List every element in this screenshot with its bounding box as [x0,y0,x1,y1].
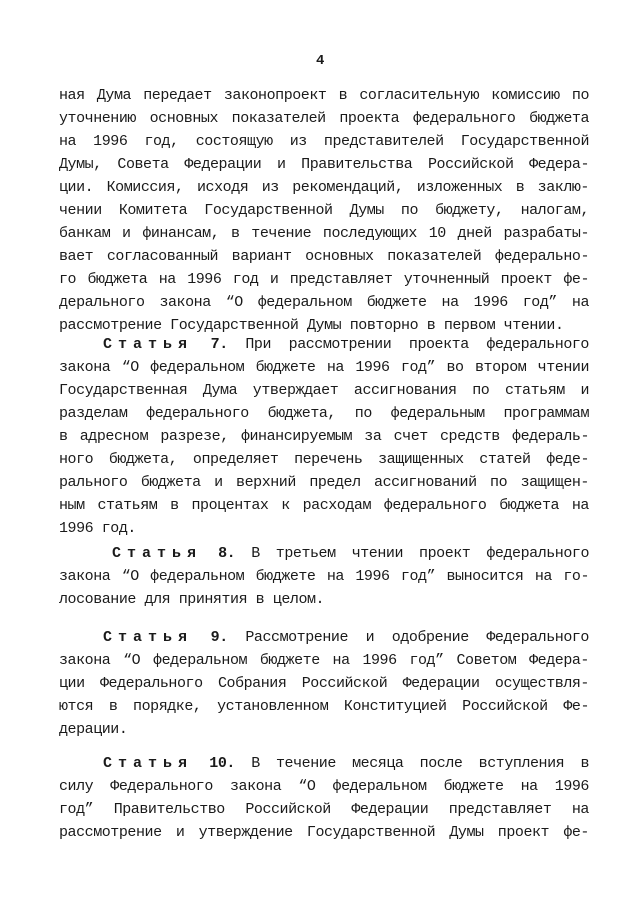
text-line: закона “О федеральном бюджете на 1996 год” выносится на го- [59,568,589,585]
text-line: в адресном разрезе, финансируемым за счет средств федераль- [59,428,589,445]
text-line: уточнению основных показателей проекта федерального бюджета [59,110,589,127]
text-line: дерации. [59,721,128,738]
text-line: лосование для принятия в целом. [59,591,325,608]
text-line: год” Правительство Российской Федерации представляет на [59,801,589,818]
article-heading-line [59,626,589,649]
text-line: ются в порядке, установленном Конституцией Российской Фе- [59,698,589,715]
article-first-line-text: В течение месяца после вступления в [251,755,589,772]
text-line: Государственная Дума утверждает ассигнования по статьям и [59,382,589,399]
text-line: Думы, Совета Федерации и Правительства Российской Федера- [59,156,589,173]
text-line: дерального закона “О федеральном бюджете на 1996 год” на [59,294,589,311]
text-line: 1996 год. [59,520,136,537]
text-line: рассмотрение Государственной Думы повторно в первом чтении. [59,317,564,334]
page-number: 4 [316,53,325,69]
article-7 [59,333,589,540]
text-line: закона “О федеральном бюджете на 1996 год” во втором чтении [59,359,589,376]
article-heading-line [59,333,589,356]
article-word: Статья [112,545,203,562]
text-line: рального бюджета и верхний предел ассигнований по защищен- [59,474,589,491]
text-line: чении Комитета Государственной Думы по бюджету, налогам, [59,202,589,219]
article-10 [59,752,589,844]
text-line: ная Дума передает законопроект в согласительную комиссию по [59,87,589,104]
text-line: закона “О федеральном бюджете на 1996 год” Советом Федера- [59,652,589,669]
article-first-line-text: При рассмотрении проекта федерального [245,336,589,353]
text-line: вает согласованный вариант основных показателей федерально- [59,248,589,265]
text-line: силу Федерального закона “О федеральном бюджете на 1996 [59,778,589,795]
paragraph-continuation [59,84,589,337]
article-word: Статья [103,336,194,353]
text-line: ного бюджета, определяет перечень защищенных статей феде- [59,451,589,468]
article-word: Статья [103,629,194,646]
article-9 [59,626,589,741]
article-number: 7. [210,336,228,353]
article-first-line-text: В третьем чтении проект федерального [251,545,589,562]
text-line: ным статьям в процентах к расходам федерального бюджета на [59,497,589,514]
article-number: 9. [210,629,228,646]
text-line: на 1996 год, состоящую из представителей Государственной [59,133,589,150]
article-word: Статья [103,755,194,772]
text-line: го бюджета на 1996 год и представляет уточненный проект фе- [59,271,589,288]
text-line: ции. Комиссия, исходя из рекомендаций, изложенных в заклю- [59,179,589,196]
text-line: рассмотрение и утверждение Государственной Думы проект фе- [59,824,589,841]
article-number: 8. [218,545,236,562]
article-first-line-text: Рассмотрение и одобрение Федерального [245,629,589,646]
article-number: 10. [209,755,235,772]
text-line: банкам и финансам, в течение последующих 10 дней разрабаты- [59,225,589,242]
text-line: разделам федерального бюджета, по федеральным программам [59,405,589,422]
article-heading-line [59,752,589,775]
text-line: ции Федерального Собрания Российской Федерации осуществля- [59,675,589,692]
article-heading-line [59,542,589,565]
article-8 [59,542,589,611]
